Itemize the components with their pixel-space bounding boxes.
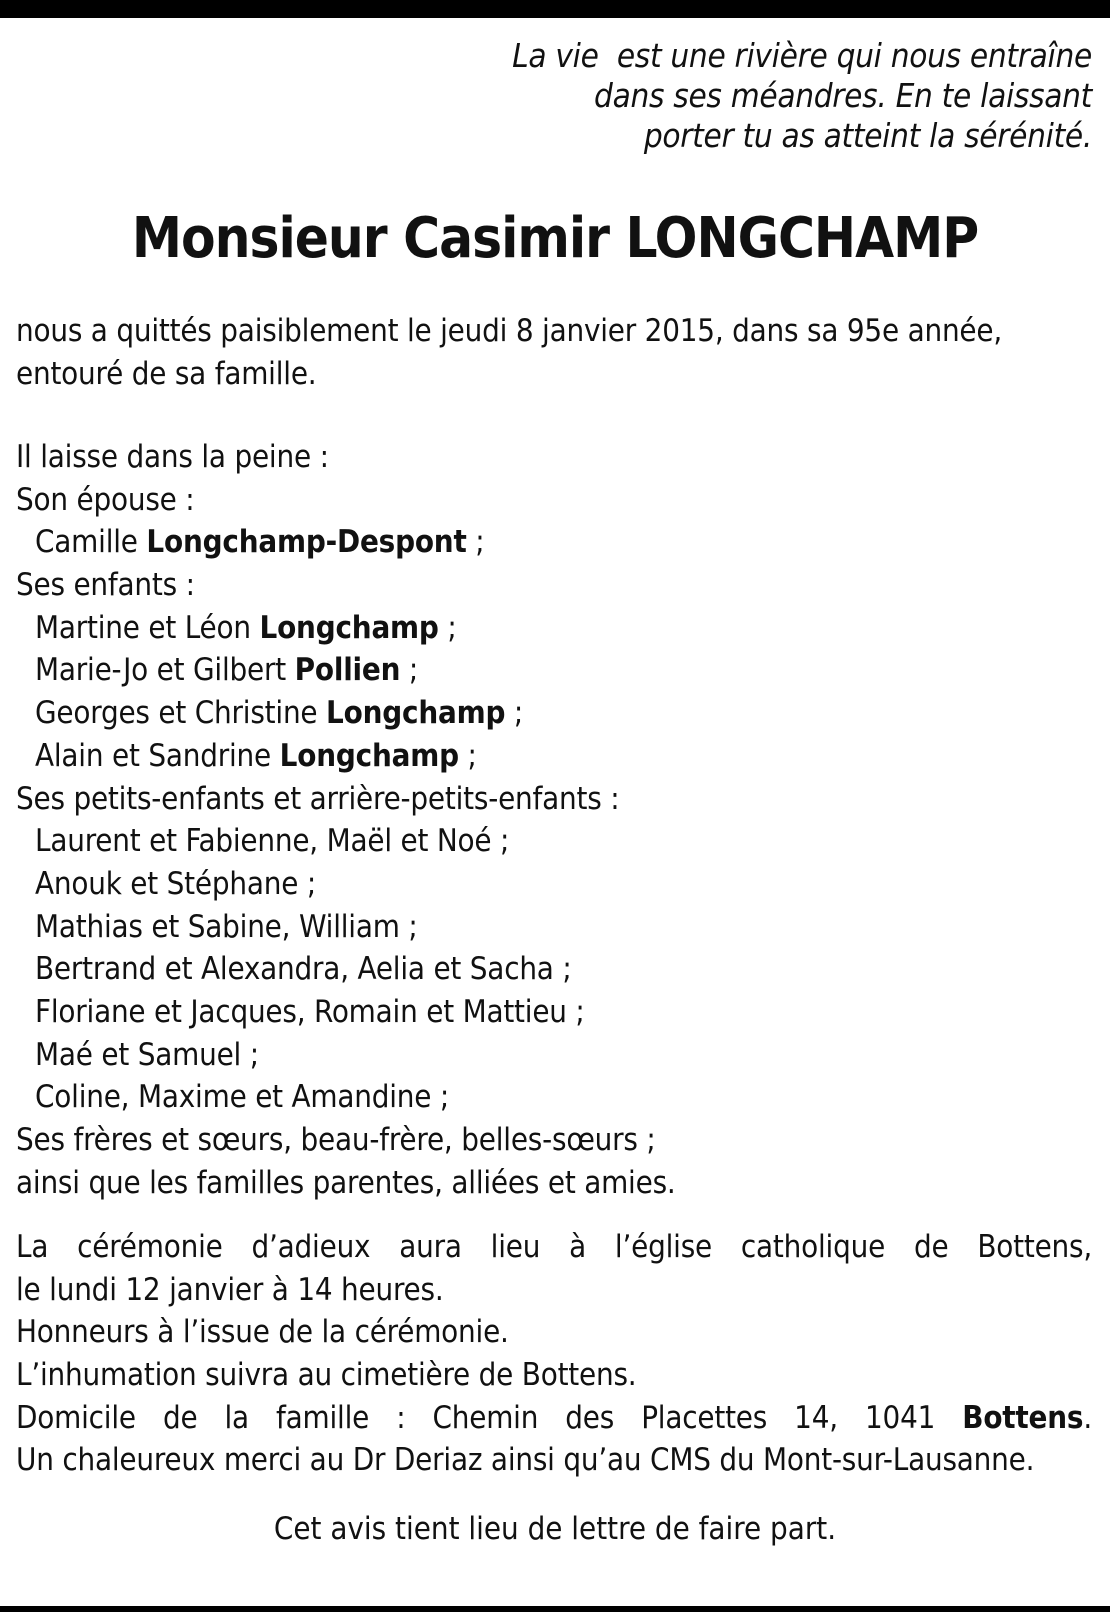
spouse-entry (16, 521, 1092, 564)
grandchild-entry: Bertrand et Alexandra, Aelia et Sacha ; (35, 951, 572, 988)
intro-line: nous a quittés paisiblement le jeudi 8 janvier 2015, dans sa 95e année, (16, 313, 1003, 349)
thanks-line: Un chaleureux merci au Dr Deriaz ainsi qu’au CMS du Mont-sur-Lausanne. (16, 1442, 1035, 1479)
separator: ; (458, 737, 477, 774)
top-border (0, 0, 1110, 18)
child-surname: Longchamp (259, 609, 439, 646)
epigraph-line: La vie est une rivière qui nous entraîne (512, 36, 1092, 75)
child-given-names: Marie-Jo et Gilbert (35, 652, 295, 689)
separator: ; (505, 695, 524, 732)
extended-family-line: ainsi que les familles parentes, alliées et amies. (16, 1164, 676, 1201)
spouse-label: Son épouse : (16, 481, 195, 518)
child-given-names: Martine et Léon (35, 609, 260, 646)
intro-line: entouré de sa famille. (16, 355, 317, 392)
bottom-border (0, 1606, 1110, 1612)
grandchild-entry: Laurent et Fabienne, Maël et Noé ; (35, 823, 510, 860)
family-list (16, 436, 1092, 1204)
epigraph (512, 36, 1092, 156)
grandchildren-label: Ses petits-enfants et arrière-petits-enfants : (16, 780, 620, 817)
address-town: Bottens (962, 1399, 1084, 1436)
deceased-name: Monsieur Casimir LONGCHAMP (131, 206, 979, 271)
ceremony-details (16, 1226, 1092, 1482)
separator: ; (400, 652, 419, 689)
intro-paragraph (16, 310, 1092, 395)
honors-line: Honneurs à l’issue de la cérémonie. (16, 1314, 509, 1351)
address-prefix: Domicile de la famille : Chemin des Placettes 14, 1041 (16, 1399, 963, 1436)
epigraph-line: porter tu as atteint la sérénité. (643, 116, 1092, 155)
family-heading: Il laisse dans la peine : (16, 439, 329, 475)
epigraph-line: dans ses méandres. En te laissant (594, 76, 1092, 115)
family-address (16, 1397, 1092, 1440)
grandchild-entry: Anouk et Stéphane ; (35, 865, 317, 902)
burial-line: L’inhumation suivra au cimetière de Bottens. (16, 1357, 637, 1394)
child-entry (16, 692, 1092, 735)
grandchild-entry: Coline, Maxime et Amandine ; (35, 1079, 450, 1116)
ceremony-date: le lundi 12 janvier à 14 heures. (16, 1271, 444, 1308)
child-surname: Longchamp (279, 737, 459, 774)
ceremony-line: La cérémonie d’adieux aura lieu à l’église catholique de Bottens, (16, 1229, 1092, 1265)
siblings-line: Ses frères et sœurs, beau-frère, belles-sœurs ; (16, 1122, 656, 1158)
spouse-surname: Longchamp-Despont (146, 524, 467, 561)
child-given-names: Alain et Sandrine (35, 737, 280, 774)
child-given-names: Georges et Christine (35, 695, 327, 732)
separator: ; (438, 609, 457, 646)
address-suffix: . (1083, 1399, 1092, 1436)
child-surname: Longchamp (326, 695, 506, 732)
children-label: Ses enfants : (16, 567, 195, 604)
grandchild-entry: Floriane et Jacques, Romain et Mattieu ; (35, 993, 585, 1030)
grandchild-entry: Mathias et Sabine, William ; (35, 908, 418, 945)
closing-note: Cet avis tient lieu de lettre de faire part. (273, 1511, 837, 1547)
child-entry (16, 649, 1092, 692)
child-entry (16, 735, 1092, 778)
separator: ; (466, 524, 485, 561)
spouse-given-name: Camille (35, 524, 147, 561)
child-surname: Pollien (294, 652, 401, 689)
child-entry (16, 607, 1092, 650)
grandchild-entry: Maé et Samuel ; (35, 1036, 259, 1073)
